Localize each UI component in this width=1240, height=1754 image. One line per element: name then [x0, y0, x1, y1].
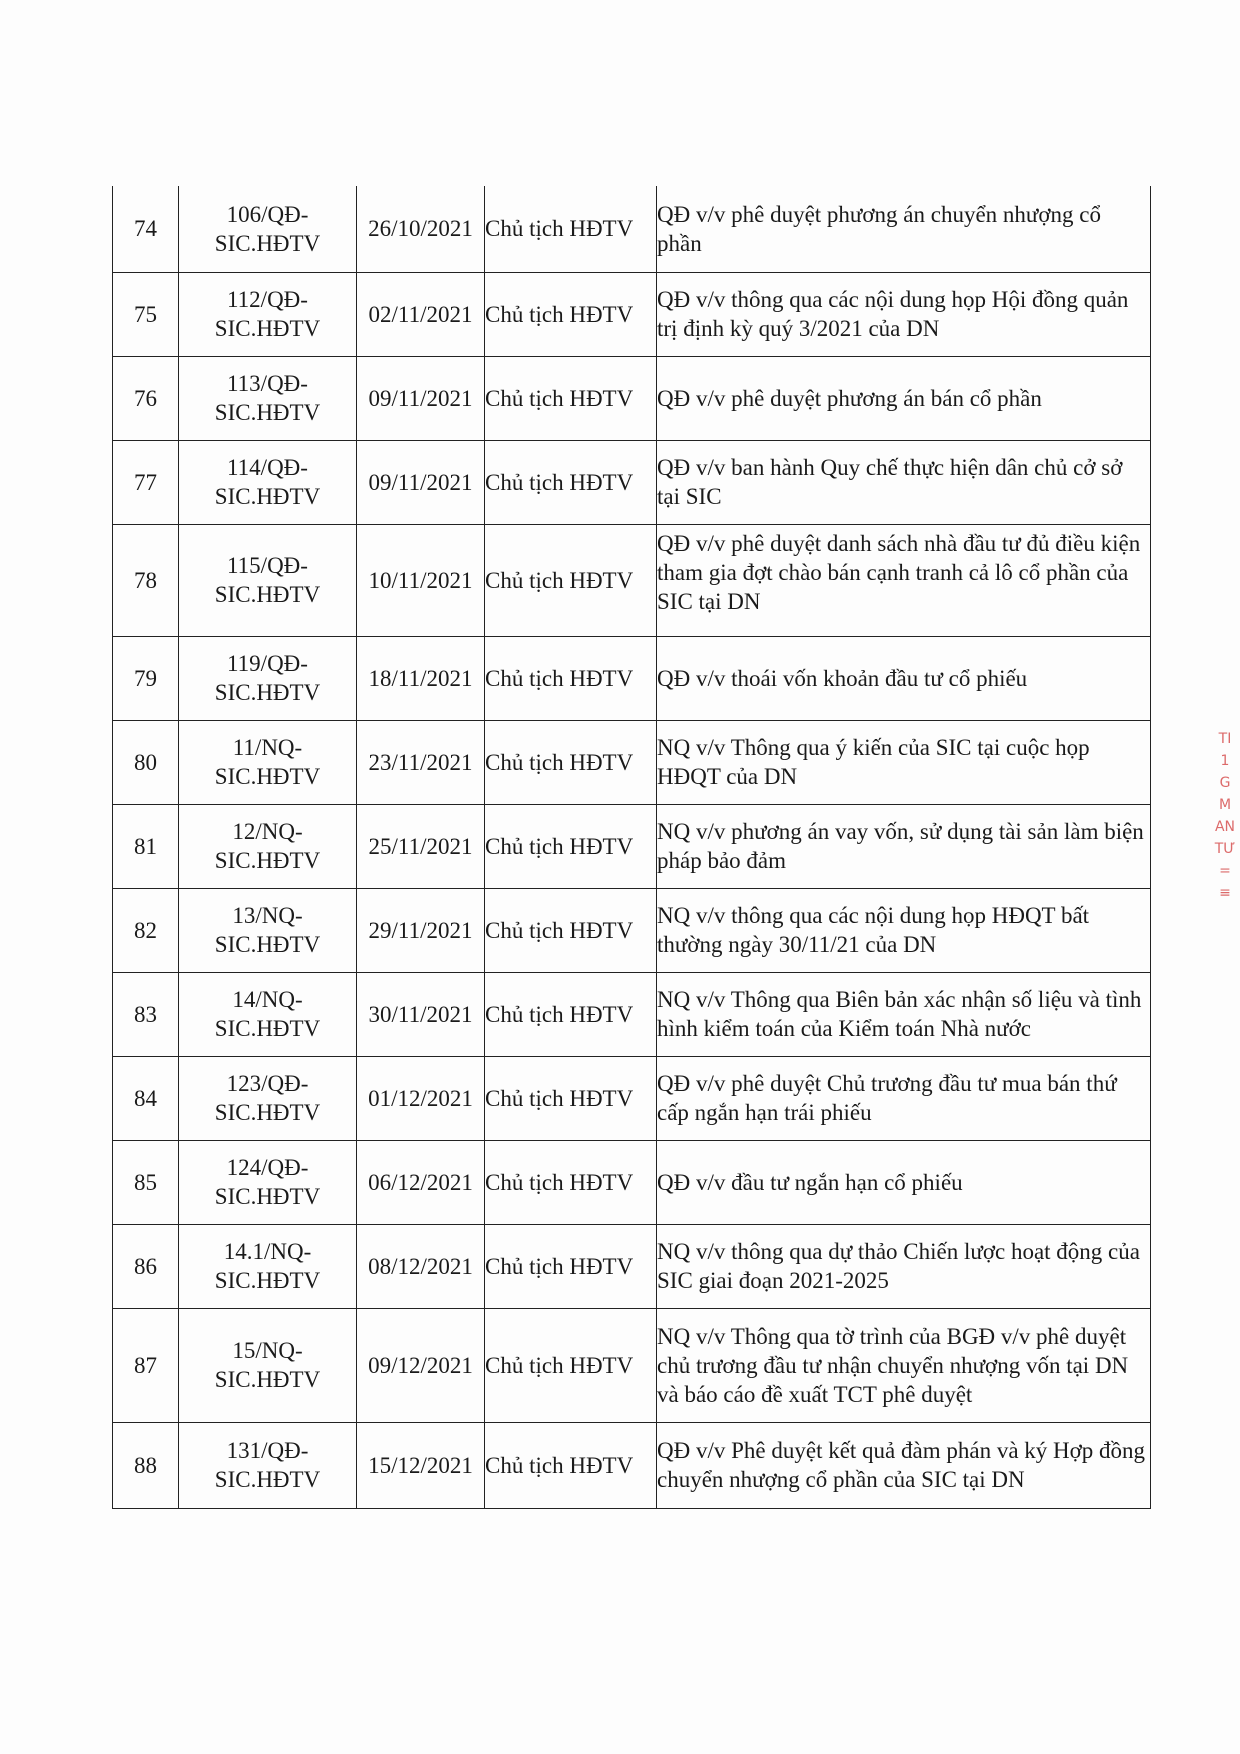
issue-date: 18/11/2021	[357, 636, 485, 720]
signer: Chủ tịch HĐTV	[485, 1140, 657, 1224]
issue-date: 26/10/2021	[357, 186, 485, 272]
document-summary: QĐ v/v ban hành Quy chế thực hiện dân chủ cở sở tại SIC	[657, 440, 1151, 524]
document-code: 15/NQ- SIC.HĐTV	[179, 1308, 357, 1422]
table-row	[113, 888, 1151, 972]
signer: Chủ tịch HĐTV	[485, 804, 657, 888]
table-row	[113, 186, 1151, 272]
row-number: 82	[113, 888, 179, 972]
signer: Chủ tịch HĐTV	[485, 720, 657, 804]
document-summary: QĐ v/v Phê duyệt kết quả đàm phán và ký Hợp đồng chuyển nhượng cổ phần của SIC tại DN	[657, 1422, 1151, 1508]
row-number: 87	[113, 1308, 179, 1422]
document-summary: NQ v/v phương án vay vốn, sử dụng tài sản làm biện pháp bảo đảm	[657, 804, 1151, 888]
issue-date: 08/12/2021	[357, 1224, 485, 1308]
document-summary: QĐ v/v thoái vốn khoản đầu tư cổ phiếu	[657, 636, 1151, 720]
table-row	[113, 636, 1151, 720]
document-code: 14/NQ- SIC.HĐTV	[179, 972, 357, 1056]
issue-date: 15/12/2021	[357, 1422, 485, 1508]
document-code: 113/QĐ- SIC.HĐTV	[179, 356, 357, 440]
document-summary: QĐ v/v phê duyệt phương án chuyển nhượng cổ phần	[657, 186, 1151, 272]
issue-date: 06/12/2021	[357, 1140, 485, 1224]
signer: Chủ tịch HĐTV	[485, 1056, 657, 1140]
row-number: 85	[113, 1140, 179, 1224]
document-summary: NQ v/v thông qua các nội dung họp HĐQT bất thường ngày 30/11/21 của DN	[657, 888, 1151, 972]
signer: Chủ tịch HĐTV	[485, 972, 657, 1056]
row-number: 78	[113, 524, 179, 636]
signer: Chủ tịch HĐTV	[485, 356, 657, 440]
issue-date: 01/12/2021	[357, 1056, 485, 1140]
row-number: 76	[113, 356, 179, 440]
table-row	[113, 1308, 1151, 1422]
signer: Chủ tịch HĐTV	[485, 524, 657, 636]
document-summary: QĐ v/v phê duyệt danh sách nhà đầu tư đủ điều kiện tham gia đợt chào bán cạnh tranh cả lô cổ phần của SIC tại DN	[657, 524, 1151, 636]
document-code: 14.1/NQ- SIC.HĐTV	[179, 1224, 357, 1308]
signer: Chủ tịch HĐTV	[485, 272, 657, 356]
row-number: 80	[113, 720, 179, 804]
document-code: 106/QĐ- SIC.HĐTV	[179, 186, 357, 272]
table-row	[113, 1056, 1151, 1140]
issue-date: 09/11/2021	[357, 440, 485, 524]
document-summary: QĐ v/v phê duyệt Chủ trương đầu tư mua bán thứ cấp ngắn hạn trái phiếu	[657, 1056, 1151, 1140]
document-code: 123/QĐ- SIC.HĐTV	[179, 1056, 357, 1140]
document-code: 114/QĐ- SIC.HĐTV	[179, 440, 357, 524]
issue-date: 10/11/2021	[357, 524, 485, 636]
document-code: 131/QĐ- SIC.HĐTV	[179, 1422, 357, 1508]
decisions-table	[112, 186, 1151, 1509]
document-code: 11/NQ- SIC.HĐTV	[179, 720, 357, 804]
table-row	[113, 720, 1151, 804]
issue-date: 09/12/2021	[357, 1308, 485, 1422]
issue-date: 23/11/2021	[357, 720, 485, 804]
table-row	[113, 1140, 1151, 1224]
table-row	[113, 972, 1151, 1056]
row-number: 79	[113, 636, 179, 720]
issue-date: 29/11/2021	[357, 888, 485, 972]
row-number: 81	[113, 804, 179, 888]
document-summary: QĐ v/v thông qua các nội dung họp Hội đồng quản trị định kỳ quý 3/2021 của DN	[657, 272, 1151, 356]
table-row	[113, 1224, 1151, 1308]
signer: Chủ tịch HĐTV	[485, 440, 657, 524]
signer: Chủ tịch HĐTV	[485, 186, 657, 272]
signer: Chủ tịch HĐTV	[485, 1224, 657, 1308]
document-code: 124/QĐ- SIC.HĐTV	[179, 1140, 357, 1224]
signer: Chủ tịch HĐTV	[485, 1308, 657, 1422]
table-row	[113, 440, 1151, 524]
signer: Chủ tịch HĐTV	[485, 636, 657, 720]
document-summary: NQ v/v thông qua dự thảo Chiến lược hoạt động của SIC giai đoạn 2021-2025	[657, 1224, 1151, 1308]
row-number: 75	[113, 272, 179, 356]
issue-date: 09/11/2021	[357, 356, 485, 440]
decisions-table-container	[112, 186, 1150, 1509]
table-row	[113, 804, 1151, 888]
table-row	[113, 1422, 1151, 1508]
document-code: 13/NQ- SIC.HĐTV	[179, 888, 357, 972]
signer: Chủ tịch HĐTV	[485, 1422, 657, 1508]
document-summary: QĐ v/v đầu tư ngắn hạn cổ phiếu	[657, 1140, 1151, 1224]
row-number: 86	[113, 1224, 179, 1308]
issue-date: 02/11/2021	[357, 272, 485, 356]
red-stamp-fragment: TI 1 G M AN TƯ = ≡	[1214, 731, 1236, 901]
document-code: 119/QĐ- SIC.HĐTV	[179, 636, 357, 720]
document-code: 112/QĐ- SIC.HĐTV	[179, 272, 357, 356]
document-summary: QĐ v/v phê duyệt phương án bán cổ phần	[657, 356, 1151, 440]
issue-date: 25/11/2021	[357, 804, 485, 888]
row-number: 77	[113, 440, 179, 524]
row-number: 74	[113, 186, 179, 272]
document-summary: NQ v/v Thông qua Biên bản xác nhận số liệu và tình hình kiểm toán của Kiểm toán Nhà nước	[657, 972, 1151, 1056]
document-summary: NQ v/v Thông qua ý kiến của SIC tại cuộc họp HĐQT của DN	[657, 720, 1151, 804]
table-row	[113, 356, 1151, 440]
document-code: 115/QĐ- SIC.HĐTV	[179, 524, 357, 636]
signer: Chủ tịch HĐTV	[485, 888, 657, 972]
row-number: 84	[113, 1056, 179, 1140]
row-number: 88	[113, 1422, 179, 1508]
table-row	[113, 524, 1151, 636]
issue-date: 30/11/2021	[357, 972, 485, 1056]
document-summary: NQ v/v Thông qua tờ trình của BGĐ v/v phê duyệt chủ trương đầu tư nhận chuyển nhượng vốn tại DN và báo cáo đề xuất TCT phê duyệt	[657, 1308, 1151, 1422]
document-code: 12/NQ- SIC.HĐTV	[179, 804, 357, 888]
table-row	[113, 272, 1151, 356]
row-number: 83	[113, 972, 179, 1056]
